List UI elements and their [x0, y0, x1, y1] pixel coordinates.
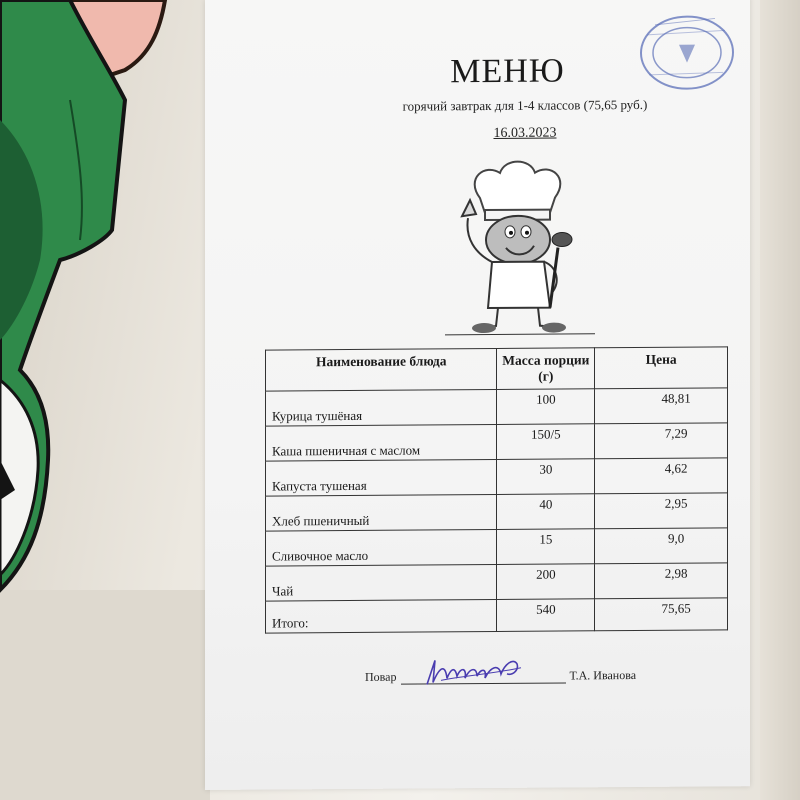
dish-mass: 200 — [497, 564, 595, 600]
dish-price: 4,62 — [595, 458, 728, 494]
table-row — [266, 563, 728, 601]
date-text: 16.03.2023 — [493, 125, 557, 141]
cook-signature-line — [365, 665, 636, 685]
table-row — [266, 528, 728, 566]
dish-price: 9,0 — [595, 528, 728, 564]
total-mass: 540 — [497, 599, 595, 632]
header-portion-mass: Масса порции (г) — [497, 348, 595, 390]
menu-subtitle: горячий завтрак для 1-4 классов (75,65 руб.) — [402, 96, 648, 114]
wall-edge — [760, 0, 800, 800]
table-row — [266, 458, 728, 496]
cartoon-decoration — [0, 0, 180, 600]
menu-table — [265, 346, 728, 633]
dish-name: Хлеб пшеничный — [266, 494, 497, 531]
table-row — [266, 493, 728, 531]
signature-field — [401, 665, 566, 684]
header-price: Цена — [595, 347, 728, 389]
dish-name: Каша пшеничная с маслом — [266, 424, 497, 461]
dish-mass: 150/5 — [497, 424, 595, 460]
table-header-row — [266, 347, 728, 391]
cook-name: Т.А. Иванова — [569, 667, 637, 683]
dish-name: Чай — [266, 564, 497, 601]
cook-label: Повар — [365, 669, 397, 684]
dish-name: Курица тушёная — [266, 389, 497, 426]
menu-sheet — [205, 0, 750, 790]
total-price: 75,65 — [595, 598, 728, 631]
dish-price: 7,29 — [595, 423, 728, 459]
dish-name: Капуста тушеная — [266, 459, 497, 496]
table-row — [266, 388, 728, 426]
dish-mass: 30 — [497, 459, 595, 495]
handwritten-signature — [421, 654, 531, 691]
dish-mass: 15 — [497, 529, 595, 565]
menu-title: МЕНЮ — [450, 52, 565, 91]
dish-price: 48,81 — [595, 388, 728, 424]
dish-mass: 100 — [497, 389, 595, 425]
table-total-row — [266, 598, 728, 633]
menu-date — [205, 124, 750, 144]
table-row — [266, 423, 728, 461]
dish-price: 2,98 — [595, 563, 728, 599]
dish-mass: 40 — [497, 494, 595, 530]
header-dish-name: Наименование блюда — [266, 348, 497, 391]
total-label: Итого: — [266, 599, 497, 633]
dish-name: Сливочное масло — [266, 529, 497, 566]
dish-price: 2,95 — [595, 493, 728, 529]
board-frame — [0, 590, 210, 800]
chef-illustration — [440, 157, 580, 338]
